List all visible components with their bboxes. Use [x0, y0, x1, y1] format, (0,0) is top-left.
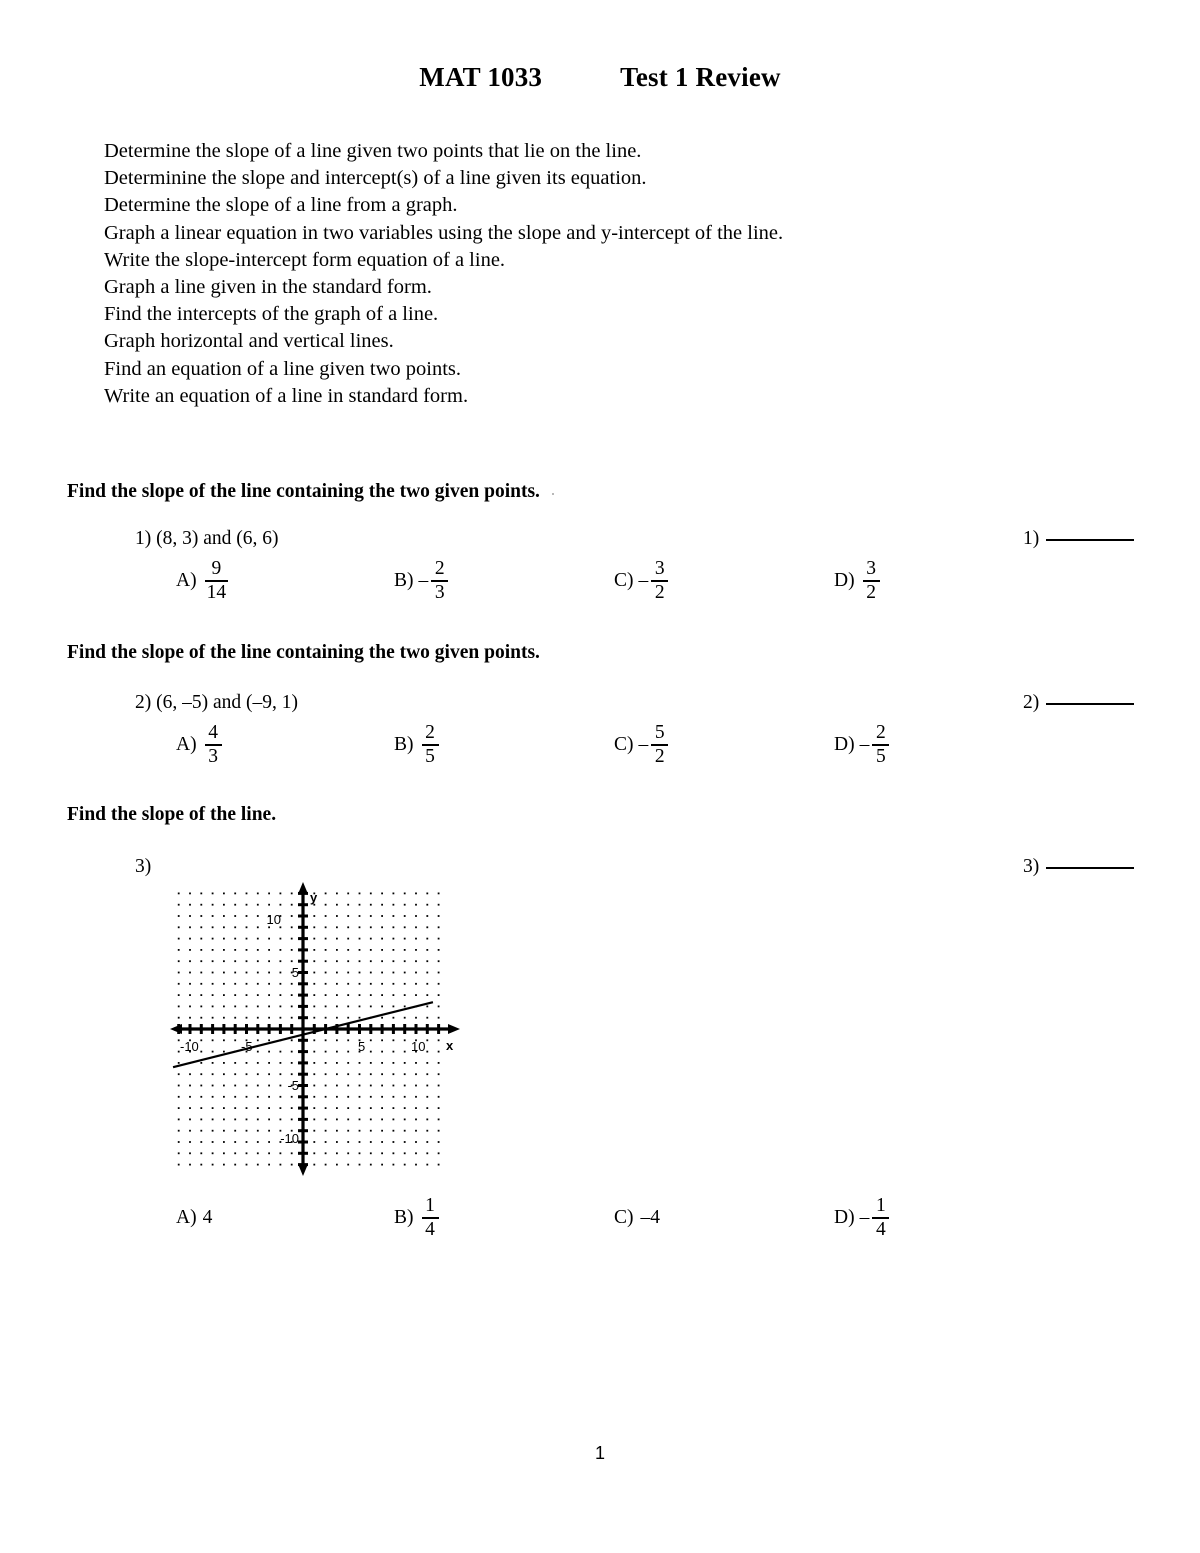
choice-2-c-denominator: 2	[654, 746, 665, 767]
x-axis-arrow-right	[448, 1024, 460, 1034]
choice-2-a-denominator: 3	[208, 746, 218, 767]
y-axis-arrow-down	[298, 1164, 308, 1176]
choice-1-d-numerator: 3	[866, 558, 876, 580]
question-1-choices	[0, 553, 1200, 609]
choice-3-d-fraction	[872, 1196, 889, 1240]
answer-blank-3[interactable]	[1023, 856, 1134, 878]
choice-1-d-fraction	[863, 559, 880, 603]
choice-1-b-label: B)	[394, 570, 414, 591]
choice-1-d[interactable]	[834, 553, 880, 609]
x-tick-label-5: 5	[358, 1039, 366, 1054]
choice-2-a[interactable]	[176, 717, 222, 773]
choice-2-c-fraction	[651, 723, 668, 767]
choice-2-c-sign: –	[638, 734, 649, 755]
choice-1-a-denominator: 14	[206, 582, 227, 603]
choice-1-b-fraction	[431, 559, 448, 603]
coordinate-plane-svg	[168, 880, 468, 1180]
choice-2-a-label: A)	[176, 734, 197, 755]
answer-blank-2-label: 2)	[1023, 692, 1040, 713]
choice-3-b-numerator: 1	[425, 1195, 435, 1217]
choice-3-d-label: D)	[834, 1207, 855, 1228]
answer-blank-1[interactable]	[1023, 528, 1134, 550]
answer-blank-1-rule[interactable]	[1046, 539, 1134, 541]
choice-3-d-denominator: 4	[875, 1219, 886, 1240]
choice-2-d-fraction	[872, 723, 889, 767]
choice-1-c-fraction	[651, 559, 668, 603]
page-title-course: MAT 1033	[419, 62, 543, 92]
choice-1-d-label: D)	[834, 570, 855, 591]
choice-3-a-value: 4	[202, 1207, 213, 1228]
question-1-stem: 1) (8, 3) and (6, 6)	[135, 528, 279, 549]
x-tick-label-neg10: -10	[180, 1039, 199, 1054]
objective-item: Write the slope-intercept form equation of a line.	[104, 248, 506, 271]
choice-3-a-label: A)	[176, 1207, 197, 1228]
choice-3-d-numerator: 1	[875, 1195, 886, 1217]
section-heading-1	[67, 481, 554, 503]
choice-2-d[interactable]	[834, 717, 889, 773]
objectives-list	[104, 138, 1004, 410]
choice-1-a[interactable]	[176, 553, 228, 609]
question-2-stem: 2) (6, –5) and (–9, 1)	[135, 692, 298, 713]
section-heading-2: Find the slope of the line containing the two given points.	[67, 642, 540, 663]
choice-2-c-label: C)	[614, 734, 634, 755]
choice-3-a[interactable]	[176, 1190, 212, 1246]
question-3-choices	[0, 1190, 1200, 1246]
choice-1-c-denominator: 2	[654, 582, 665, 603]
objective-item: Find the intercepts of the graph of a line.	[104, 303, 439, 326]
objective-item: Graph horizontal and vertical lines.	[104, 330, 394, 353]
objective-item: Write an equation of a line in standard form.	[104, 384, 469, 407]
choice-2-c[interactable]	[614, 717, 668, 773]
choice-2-b-fraction	[422, 723, 439, 767]
choice-3-b[interactable]	[394, 1190, 439, 1246]
y-tick-label-neg10: -10	[280, 1131, 299, 1146]
choice-1-b-numerator: 2	[434, 558, 445, 580]
x-tick-label-10: 10	[411, 1039, 426, 1054]
choice-2-a-fraction	[205, 723, 222, 767]
page-number: 1	[594, 1443, 605, 1463]
objective-item: Graph a linear equation in two variables using the slope and y-intercept of the line.	[104, 221, 784, 244]
choice-1-a-label: A)	[176, 570, 197, 591]
question-2-choices	[0, 717, 1200, 773]
choice-3-c-value: –4	[640, 1207, 660, 1228]
choice-1-b-denominator: 3	[434, 582, 445, 603]
choice-3-b-label: B)	[394, 1207, 414, 1228]
choice-3-d-sign: –	[859, 1207, 870, 1228]
choice-2-d-label: D)	[834, 734, 855, 755]
question-3-stem: 3)	[135, 856, 152, 877]
x-tick-label-neg5: -5	[241, 1039, 253, 1054]
choice-3-b-fraction	[422, 1196, 439, 1240]
heading-trailing-dot	[552, 493, 554, 495]
y-tick-label-neg5: -5	[287, 1078, 299, 1093]
section-heading-1-text: Find the slope of the line containing the two given points.	[67, 481, 540, 502]
choice-3-d[interactable]	[834, 1190, 889, 1246]
choice-2-b-label: B)	[394, 734, 414, 755]
answer-blank-2[interactable]	[1023, 692, 1134, 714]
x-axis-arrow-left	[170, 1024, 182, 1034]
choice-3-c-label: C)	[614, 1207, 634, 1228]
choice-2-d-denominator: 5	[875, 746, 886, 767]
choice-1-d-denominator: 2	[866, 582, 876, 603]
choice-2-d-sign: –	[859, 734, 870, 755]
choice-3-c[interactable]	[614, 1190, 660, 1246]
page-title-subject: Test 1 Review	[620, 62, 781, 92]
y-axis-arrow-up	[298, 882, 308, 894]
choice-2-b[interactable]	[394, 717, 439, 773]
objective-item: Determinine the slope and intercept(s) of a line given its equation.	[104, 167, 647, 190]
choice-2-b-denominator: 5	[425, 746, 435, 767]
y-tick-label-10: 10	[266, 912, 281, 927]
y-axis-label: y	[310, 890, 318, 905]
choice-1-b-sign: –	[418, 570, 429, 591]
objective-item: Graph a line given in the standard form.	[104, 276, 432, 299]
choice-1-c-sign: –	[638, 570, 649, 591]
objective-item: Find an equation of a line given two points.	[104, 357, 461, 380]
x-axis-label: x	[446, 1038, 454, 1053]
answer-blank-2-rule[interactable]	[1046, 703, 1134, 705]
choice-3-b-denominator: 4	[425, 1219, 435, 1240]
answer-blank-3-label: 3)	[1023, 856, 1040, 877]
choice-1-a-numerator: 9	[211, 558, 222, 580]
section-heading-3: Find the slope of the line.	[67, 804, 277, 825]
question-3-graph	[168, 880, 468, 1180]
objective-item: Determine the slope of a line from a graph.	[104, 194, 458, 217]
choice-1-c[interactable]	[614, 553, 668, 609]
y-tick-label-5: 5	[291, 965, 299, 980]
choice-2-b-numerator: 2	[425, 722, 435, 744]
choice-2-c-numerator: 5	[654, 722, 665, 744]
objective-item: Determine the slope of a line given two points that lie on the line.	[104, 140, 642, 162]
choice-1-c-numerator: 3	[654, 558, 665, 580]
answer-blank-3-rule[interactable]	[1046, 867, 1134, 869]
choice-2-a-numerator: 4	[208, 722, 218, 744]
choice-1-a-fraction	[205, 559, 229, 603]
choice-1-c-label: C)	[614, 570, 634, 591]
choice-1-b[interactable]	[394, 553, 448, 609]
answer-blank-1-label: 1)	[1023, 528, 1040, 549]
page-title	[0, 62, 1200, 93]
choice-2-d-numerator: 2	[875, 722, 886, 744]
